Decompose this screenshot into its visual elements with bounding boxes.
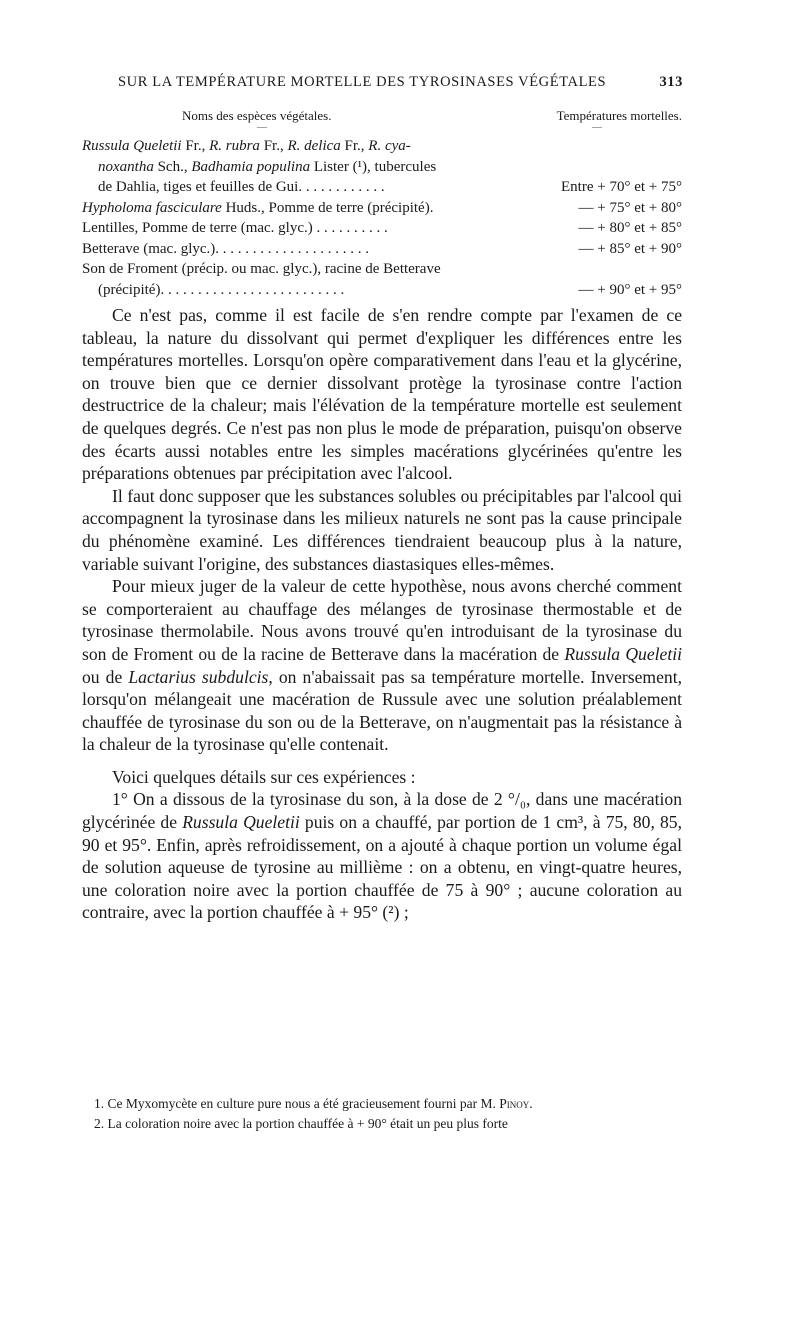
- page-number: 313: [659, 74, 683, 90]
- table-row: [82, 239, 682, 260]
- species-cell: (précipité). . . . . . . . . . . . . . . . . . . . . . . . .: [98, 281, 345, 298]
- column-dash-right: —: [592, 122, 602, 133]
- temperature-table: [82, 136, 682, 300]
- table-row: [82, 280, 682, 301]
- footnotes: [82, 1094, 682, 1134]
- species-cell: Hypholoma fasciculare Huds., Pomme de terre (précipité).: [82, 199, 434, 216]
- paragraph: Voici quelques détails sur ces expériences :: [112, 766, 416, 787]
- species-cell: Betterave (mac. glyc.). . . . . . . . . . . . . . . . . . . . .: [82, 240, 370, 257]
- species-cell: Son de Froment (précip. ou mac. glyc.), racine de Betterave: [82, 261, 441, 277]
- species-cell: Lentilles, Pomme de terre (mac. glyc.) . . . . . . . . . .: [82, 220, 388, 236]
- column-dash-left: —: [257, 122, 267, 133]
- paragraph: 1° On a dissous de la tyrosinase du son, à la dose de 2 °/₀, dans une macération glycérinée de Russula Queletii puis on a chauffé, par portion de 1 cm³, à 75, 80, 85, 90 et 95°. Enfin, après refroidissement, on a ajouté à chaque portion un volume égal de solution aqueuse de tyrosine au millième : on a obtenu, en vingt-quatre heures, une coloration noire avec la portion chauffée de 75 à 90° ; aucune coloration au contraire, avec la portion chauffée à + 95° (²) ;: [82, 789, 682, 923]
- running-title: SUR LA TEMPÉRATURE MORTELLE DES TYROSINASES VÉGÉTALES: [118, 74, 607, 90]
- paragraph: Il faut donc supposer que les substances solubles ou précipitables par l'alcool qui accompagnent la tyrosinase dans les milieux naturels ne sont pas la cause principale du phénomène examiné. Les différences tiendraient beaucoup plus à la nature, variable suivant l'origine, des substances diastasiques elles-mêmes.: [82, 485, 682, 574]
- species-cell: Russula Queletii Fr., R. rubra Fr., R. delica Fr., R. cya-: [82, 138, 411, 154]
- paragraph: Ce n'est pas, comme il est facile de s'en rendre compte par l'examen de ce tableau, la nature du dissolvant qui permet d'expliquer les différences entre les températures mortelles. Lorsqu'on opère comparativement dans l'eau et la glycérine, on trouve bien que ce dernier dissolvant protège la tyrosinase contre l'action destructrice de la chaleur; mais l'élévation de la température mortelle est seulement de quelques degrés. Ce n'est pas non plus le mode de préparation, puisqu'on observe des écarts aussi notables entre les simples macérations glycérinées qu'entre les préparations obtenues par précipitation avec l'alcool.: [82, 305, 682, 484]
- column-header-temperatures: Températures mortelles.: [556, 108, 682, 123]
- table-row: [82, 177, 682, 198]
- column-header-species: Noms des espèces végétales.: [182, 108, 332, 123]
- body-text: [82, 304, 682, 924]
- temperature-cell: Entre + 70° et + 75°: [561, 179, 682, 195]
- table-row: [82, 218, 682, 239]
- table-row: [82, 136, 682, 157]
- species-cell: noxantha Sch., Badhamia populina Lister (¹), tubercules: [98, 158, 437, 175]
- temperature-cell: — + 80° et + 85°: [578, 220, 682, 236]
- table-row: [82, 259, 682, 280]
- footnote-2: 2. La coloration noire avec la portion chauffée à + 90° était un peu plus forte: [94, 1116, 508, 1131]
- species-cell: de Dahlia, tiges et feuilles de Gui. . . . . . . . . . . .: [98, 179, 385, 195]
- temperature-cell: — + 90° et + 95°: [578, 281, 682, 298]
- paragraph: Pour mieux juger de la valeur de cette hypothèse, nous avons cherché comment se comporteraient au chauffage des mélanges de tyrosinase thermostable et de tyrosinase thermolabile. Nous avons trouvé qu'en introduisant de la tyrosinase du son de Froment ou de la racine de Betterave dans la macération de Russula Queletii ou de Lactarius subdulcis, on n'abaissait pas sa température mortelle. Inversement, lorsqu'on mélangeait une macération de Russule avec une solution préalablement chauffée de tyrosinase du son ou de la Betterave, on n'augmentait pas la résistance à la chaleur de la tyrosinase qu'elle contenait.: [82, 576, 683, 755]
- table-row: [82, 198, 682, 219]
- temperature-cell: — + 85° et + 90°: [578, 240, 682, 257]
- temperature-cell: — + 75° et + 80°: [578, 199, 682, 216]
- table-row: [82, 157, 682, 178]
- footnote-1: 1. Ce Myxomycète en culture pure nous a été gracieusement fourni par M. Pinoy.: [94, 1096, 533, 1111]
